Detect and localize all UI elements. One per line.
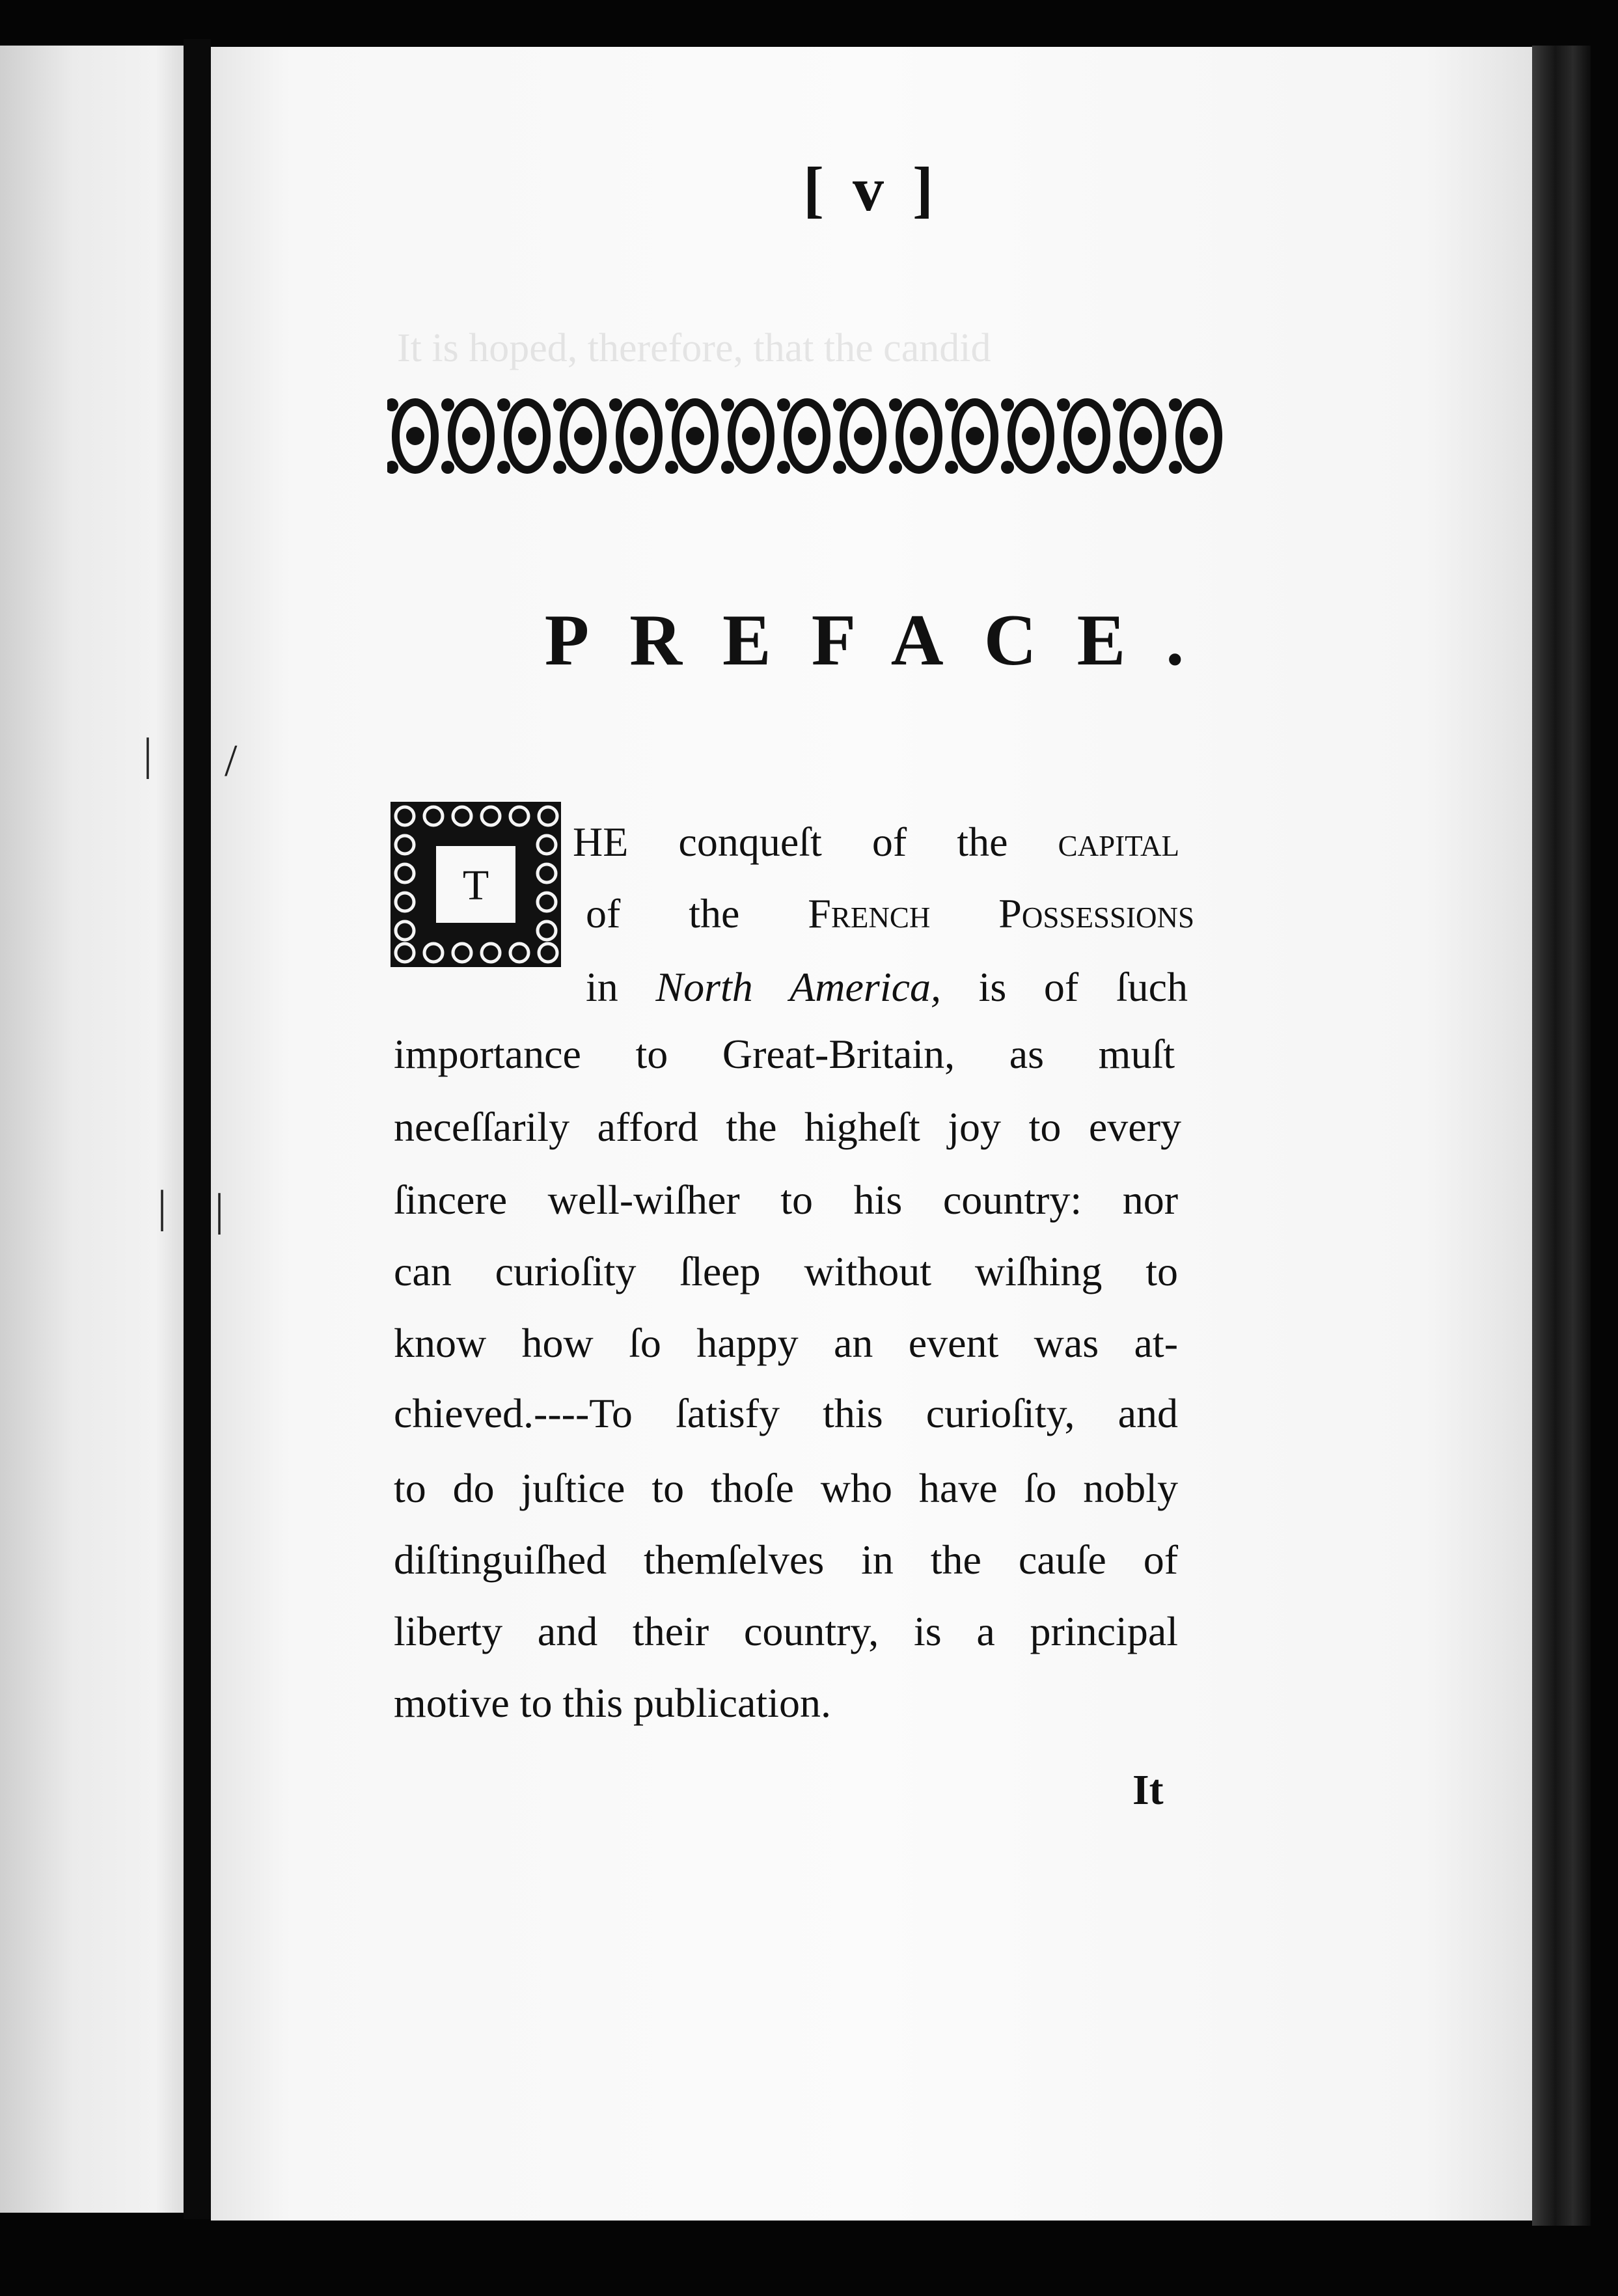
text-line	[394, 1390, 1178, 1436]
text-line	[394, 1682, 831, 1724]
text-span: motive to this publication.	[394, 1680, 831, 1726]
text-line	[394, 1033, 1175, 1075]
fleuron	[1113, 398, 1162, 474]
text-span: is of ſuch	[941, 964, 1188, 1010]
fleuron	[609, 398, 659, 474]
text-span: of the	[586, 890, 808, 936]
text-span: French Possessions	[808, 890, 1194, 936]
page-fore-edge	[1532, 46, 1591, 2226]
fleuron	[1057, 398, 1106, 474]
fleuron	[721, 398, 771, 474]
text-line	[394, 1179, 1178, 1221]
fleuron	[833, 398, 883, 474]
fleuron	[1001, 398, 1050, 474]
text-span: know how ſo happy an event was at-	[394, 1320, 1178, 1366]
fleuron	[441, 398, 491, 474]
fleuron	[665, 398, 715, 474]
text-line	[586, 966, 1188, 1008]
fleuron	[1169, 398, 1218, 474]
text-span: to do juſtice to thoſe who have ſo nobly	[394, 1465, 1178, 1511]
text-span: capital	[1058, 819, 1179, 865]
text-line	[394, 1248, 1178, 1294]
text-line	[394, 1322, 1178, 1364]
text-span: neceſſarily afford the higheſt joy to every	[394, 1104, 1181, 1150]
text-span: HE conqueſt of the	[573, 819, 1058, 865]
page-title: PREFACE.	[544, 600, 1225, 681]
fleuron	[497, 398, 547, 474]
fleuron	[553, 398, 603, 474]
margin-mark: |	[215, 1185, 225, 1235]
text-line	[573, 821, 1179, 863]
text-line	[394, 1106, 1181, 1148]
fleuron	[945, 398, 994, 474]
text-span: North America,	[655, 964, 942, 1010]
text-line	[394, 1539, 1178, 1581]
text-span: importance to Great-Britain, as muſt	[394, 1031, 1175, 1077]
margin-mark: /	[225, 736, 238, 786]
page-number-header: [ v ]	[803, 154, 940, 224]
facing-page-edge	[0, 46, 184, 2213]
decorated-initial	[391, 802, 561, 967]
text-line	[586, 890, 1194, 936]
fleuron	[889, 398, 939, 474]
text-span: in	[586, 964, 656, 1010]
decorative-ornament-band	[387, 390, 1227, 482]
text-span: can curioſity ſleep without wiſhing to	[394, 1248, 1178, 1294]
text-line	[394, 1465, 1178, 1511]
catchword: It	[1132, 1766, 1164, 1814]
drop-cap-letter: T	[462, 862, 489, 909]
text-span: diſtinguiſhed themſelves in the cauſe of	[394, 1537, 1178, 1583]
margin-mark: |	[143, 730, 153, 780]
fleuron	[387, 398, 435, 474]
fleuron	[777, 398, 827, 474]
text-span: ſincere well-wiſher to his country: nor	[394, 1177, 1178, 1223]
margin-mark: |	[158, 1182, 167, 1232]
book-gutter	[184, 39, 211, 2219]
text-span: liberty and their country, is a principal	[394, 1608, 1178, 1654]
text-line	[394, 1608, 1178, 1654]
text-span: chieved.----To ſatisfy this curioſity, and	[394, 1390, 1178, 1436]
show-through: It is hoped, therefore, that the candid	[397, 326, 991, 370]
